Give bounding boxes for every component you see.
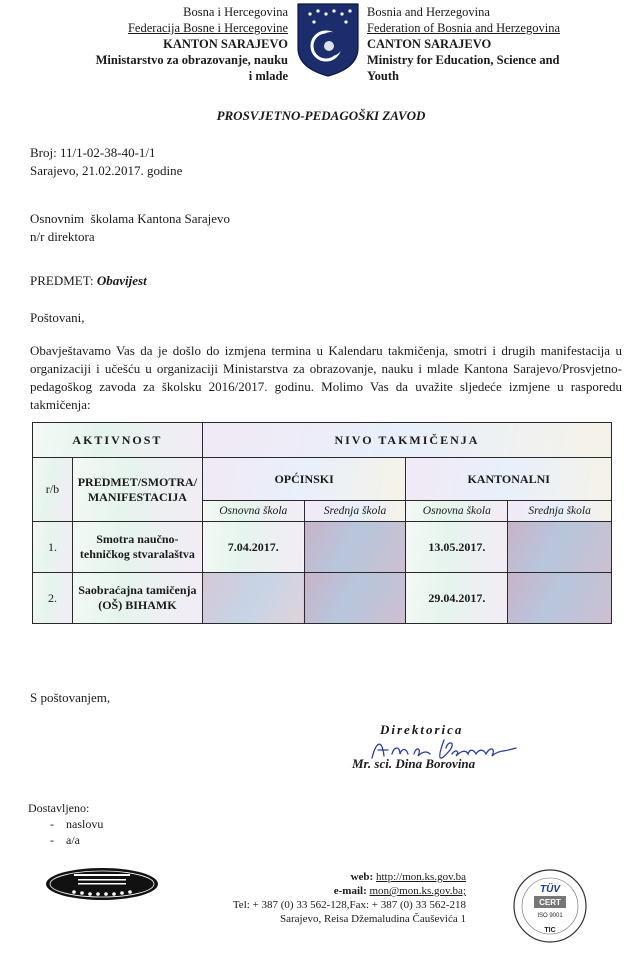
web-link[interactable]: http://mon.ks.gov.ba — [375, 871, 466, 883]
subject-line — [30, 273, 147, 289]
recipient-line-2: n/r direktora — [30, 229, 95, 244]
header-left-federation: Federacija Bosne i Hercegovine — [127, 21, 288, 35]
header-right-country: Bosnia and Herzegovina — [367, 5, 490, 19]
signatory-title: Direktorica — [380, 722, 464, 737]
tuv-mark: TÜV — [540, 884, 560, 895]
row-cantonal-secondary — [508, 522, 612, 573]
subject-value: Obavijest — [96, 273, 147, 288]
header-subject: PREDMET/SMOTRA/ MANIFESTACIJA — [72, 458, 202, 522]
header-left-canton: KANTON SARAJEVO — [163, 37, 288, 51]
footer-contact — [166, 870, 466, 926]
header-rb: r/b — [33, 458, 73, 522]
row-cantonal-primary: 29.04.2017. — [406, 573, 508, 624]
list-item — [28, 816, 103, 832]
table-row — [33, 573, 612, 624]
row-municipal-primary — [202, 573, 304, 624]
header-cantonal: KANTONALNI — [406, 458, 612, 501]
header-right-ministry: Ministry for Education, Science and — [367, 53, 560, 67]
dash-mark: - — [50, 833, 54, 847]
web-label: web: — [350, 871, 374, 883]
delivered-label: Dostavljeno: — [28, 801, 90, 815]
cert-mark: CERT — [539, 898, 561, 907]
header-right-federation: Federation of Bosnia and Herzegovina — [367, 21, 560, 35]
european-region-badge-icon — [44, 866, 160, 902]
institute-title: PROSVJETNO-PEDAGOŠKI ZAVOD — [216, 108, 426, 123]
row-cantonal-secondary — [508, 573, 612, 624]
row-rb: 1. — [33, 522, 73, 573]
iso-mark: ISO 9001 — [537, 913, 563, 919]
closing: S poštovanjem, — [30, 690, 111, 705]
header-left-block — [0, 4, 288, 84]
row-municipal-secondary — [304, 573, 406, 624]
header-cantonal-primary: Osnovna škola — [406, 501, 508, 522]
header-cantonal-secondary: Srednja škola — [508, 501, 612, 522]
row-municipal-secondary — [304, 522, 406, 573]
row-cantonal-primary: 13.05.2017. — [406, 522, 508, 573]
header-activity: AKTIVNOST — [33, 423, 203, 458]
delivered-block — [28, 800, 103, 848]
subject-label: PREDMET: — [30, 273, 94, 288]
greeting: Poštovani, — [30, 310, 85, 325]
reference-number: Broj: 11/1-02-38-40-1/1 — [30, 145, 156, 160]
header-right-block — [367, 4, 637, 84]
footer-email — [166, 884, 466, 898]
header-left-ministry: Ministarstvo za obrazovanje, nauku — [95, 53, 288, 67]
table-row — [33, 522, 612, 573]
body-paragraph: Obavještavamo Vas da je došlo do izmjena termina u Kalendaru takmičenja, smotri i drugih manifestacija u organizaciji i učešću u organizaciji Ministarstva za obrazovanje, nauku i mlade Kantona Sarajevo/Prosvjetno-pedagoškog zavoda za školsku 2016/2017. godinu. Molimo Vas da uvažite sljedeće izmjene u rasporedu takmičenja: — [30, 343, 622, 412]
row-rb: 2. — [33, 573, 73, 624]
header-right-canton: CANTON SARAJEVO — [367, 37, 492, 51]
canton-crest-icon — [296, 2, 360, 78]
delivered-item-1: naslovu — [66, 817, 104, 831]
recipient-block — [30, 210, 230, 246]
tic-mark: TIC — [544, 927, 556, 934]
email-label: e-mail: — [333, 885, 367, 897]
row-name: Saobraćajna tamičenja (OŠ) BIHAMK — [72, 573, 202, 624]
delivered-item-2: a/a — [66, 833, 80, 847]
signatory-name: Mr. sci. Dina Borovina — [352, 756, 476, 771]
tuv-cert-badge-icon — [512, 868, 588, 944]
competition-table — [32, 422, 612, 624]
reference-block — [30, 144, 182, 180]
header-competition-level: NIVO TAKMIČENJA — [202, 423, 611, 458]
email-link[interactable]: mon@mon.ks.gov.ba; — [369, 885, 466, 897]
footer-phone: Tel: + 387 (0) 33 562-128,Fax: + 387 (0) 33 562-218 — [232, 899, 466, 911]
header-municipal-secondary: Srednja škola — [304, 501, 406, 522]
dash-mark: - — [50, 817, 54, 831]
header-left-ministry-2: i mlade — [248, 69, 288, 83]
reference-date: Sarajevo, 21.02.2017. godine — [30, 163, 183, 178]
header-left-country: Bosna i Hercegovina — [183, 5, 288, 19]
list-item — [28, 832, 103, 848]
row-municipal-primary: 7.04.2017. — [202, 522, 304, 573]
row-name: Smotra naučno-tehničkog stvaralaštva — [72, 522, 202, 573]
footer-address: Sarajevo, Reisa Džemaludina Čauševića 1 — [279, 913, 466, 925]
footer-web — [166, 870, 466, 884]
header-municipal: OPĆINSKI — [202, 458, 406, 501]
recipient-line-1: Osnovnim školama Kantona Sarajevo — [30, 211, 231, 226]
header-municipal-primary: Osnovna škola — [202, 501, 304, 522]
header-right-ministry-2: Youth — [367, 69, 399, 83]
